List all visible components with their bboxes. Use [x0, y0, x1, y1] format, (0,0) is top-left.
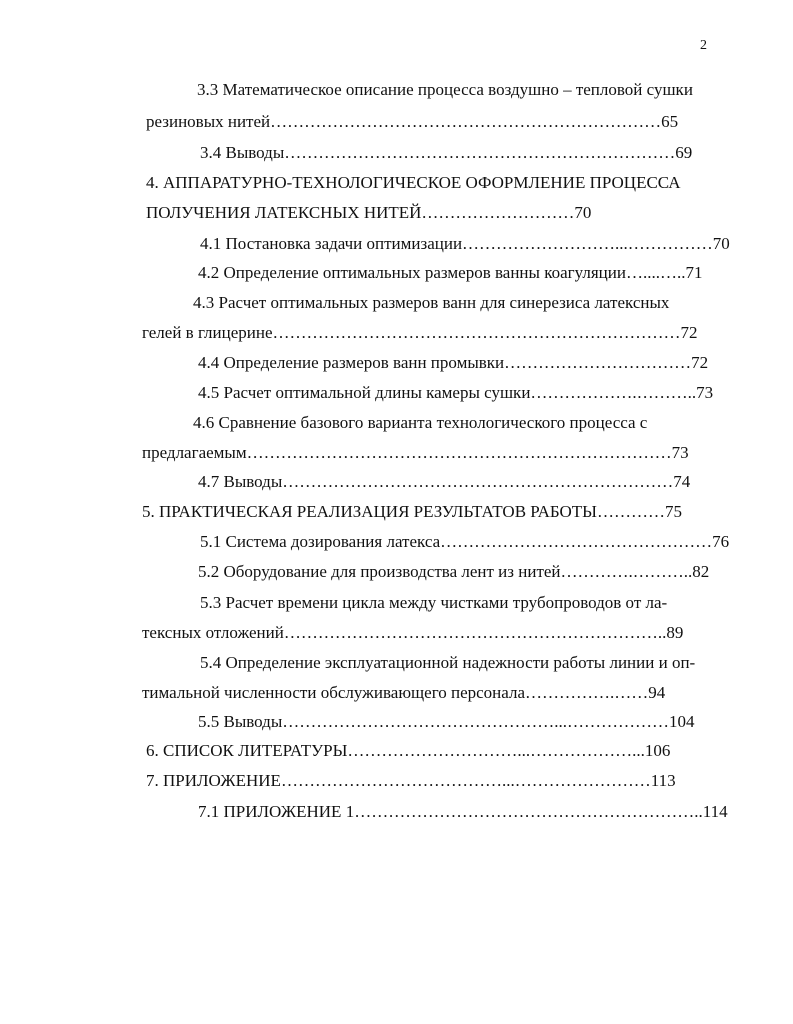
toc-entry-4-6: 4.6 Сравнение базового варианта технологического процесса с	[193, 413, 648, 432]
toc-entry-5-3-cont: тексных отложений…………………………………………………………..89	[142, 623, 684, 642]
toc-entry-5-3: 5.3 Расчет времени цикла между чистками трубопроводов от ла-	[200, 593, 668, 612]
toc-entry-6: 6. СПИСОК ЛИТЕРАТУРЫ…………………………...………………...106	[146, 741, 671, 760]
toc-entry-5-2: 5.2 Оборудование для производства лент из нитей………….………..82	[198, 562, 710, 581]
toc-entry-4-2: 4.2 Определение оптимальных размеров ванны коагуляции…....…..71	[198, 263, 703, 282]
page-number: 2	[700, 38, 707, 53]
toc-entry-7: 7. ПРИЛОЖЕНИЕ…………………………………...……………………113	[146, 771, 676, 790]
toc-entry-4: 4. АППАРАТУРНО-ТЕХНОЛОГИЧЕСКОЕ ОФОРМЛЕНИЕ ПРОЦЕССА	[146, 173, 681, 192]
toc-entry-3-3: 3.3 Математическое описание процесса воздушно – тепловой сушки	[197, 80, 693, 99]
toc-entry-7-1: 7.1 ПРИЛОЖЕНИЕ 1……………………………………………………..114	[198, 802, 728, 821]
toc-entry-4-6-cont: предлагаемым…………………………………………………………………73	[142, 443, 689, 462]
toc-entry-5-4: 5.4 Определение эксплуатационной надежности работы линии и оп-	[200, 653, 696, 672]
toc-entry-5-1: 5.1 Система дозирования латекса…………………………………………76	[200, 532, 730, 551]
toc-entry-4-5: 4.5 Расчет оптимальной длины камеры сушки……………….………..73	[198, 383, 714, 402]
toc-entry-4-3-cont: гелей в глицерине………………………………………………………………72	[142, 323, 698, 342]
toc-entry-3-3-cont: резиновых нитей……………………………………………………………65	[146, 112, 679, 131]
toc-entry-4-4: 4.4 Определение размеров ванн промывки……………………………72	[198, 353, 709, 372]
toc-entry-5: 5. ПРАКТИЧЕСКАЯ РЕАЛИЗАЦИЯ РЕЗУЛЬТАТОВ РАБОТЫ…………75	[142, 502, 682, 521]
toc-entry-4-cont: ПОЛУЧЕНИЯ ЛАТЕКСНЫХ НИТЕЙ………………………70	[146, 203, 592, 222]
toc-entry-4-7: 4.7 Выводы……………………………………………………………74	[198, 472, 691, 491]
toc-entry-5-5: 5.5 Выводы…………………………………………...………………104	[198, 712, 695, 731]
toc-entry-4-1: 4.1 Постановка задачи оптимизации………………………...……………70	[200, 234, 730, 253]
toc-entry-3-4: 3.4 Выводы……………………………………………………………69	[200, 143, 693, 162]
toc-entry-4-3: 4.3 Расчет оптимальных размеров ванн для синерезиса латексных	[193, 293, 670, 312]
toc-entry-5-4-cont: тимальной численности обслуживающего персонала…………….……94	[142, 683, 666, 702]
